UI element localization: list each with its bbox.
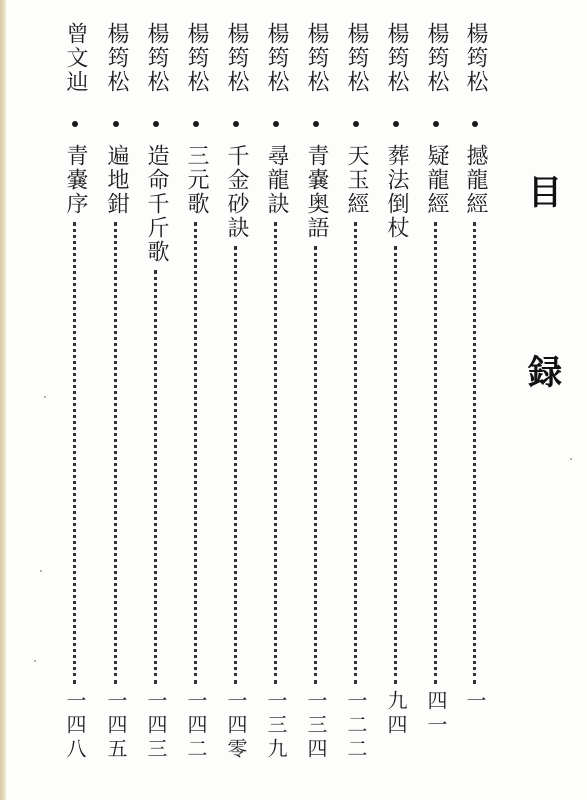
toc-entry-title: 遍地鉗 [104, 144, 129, 216]
bullet-dot-icon [72, 121, 78, 127]
paper-speck [570, 458, 572, 460]
paper-speck [44, 396, 46, 398]
bullet-dot-icon [353, 121, 359, 127]
toc-entry-author: 楊筠松 [384, 22, 409, 94]
bullet-dot-icon [153, 121, 159, 127]
toc-entry-page: 一四零 [224, 690, 248, 762]
toc-entry-page: 四一 [424, 690, 448, 738]
toc-entry-page: 一四五 [104, 690, 128, 762]
bullet-dot-icon [273, 121, 279, 127]
toc-heading-char-bottom: 録 [528, 353, 562, 393]
bullet-dot-icon [433, 121, 439, 127]
toc-heading-char-top: 目 [528, 173, 562, 213]
toc-entry-page: 一三九 [264, 690, 288, 762]
toc-entry[interactable] [301, 22, 331, 782]
dot-leader [234, 246, 237, 684]
toc-entry-author: 楊筠松 [463, 22, 488, 94]
toc-entry[interactable] [341, 22, 371, 782]
toc-entry-title: 青嚢序 [63, 144, 88, 216]
dot-leader [114, 222, 117, 684]
bullet-dot-icon [193, 121, 199, 127]
toc-entry-author: 楊筠松 [304, 22, 329, 94]
bullet-dot-icon [393, 121, 399, 127]
toc-entry-title: 尋龍訣 [264, 144, 289, 216]
toc-entry-page: 一 [463, 690, 487, 714]
bullet-dot-icon [233, 121, 239, 127]
toc-entry-page: 一三四 [304, 690, 328, 762]
dot-leader [434, 222, 437, 684]
paper-speck [40, 570, 42, 572]
dot-leader [394, 246, 397, 684]
page-edge-shadow [0, 0, 6, 800]
toc-entry-author: 楊筠松 [224, 22, 249, 94]
toc-entry-page: 九四 [384, 690, 408, 738]
toc-entry-title: 葬法倒杖 [384, 144, 409, 240]
toc-entry-title: 天玉經 [344, 144, 369, 216]
dot-leader [473, 222, 476, 684]
bullet-dot-icon [113, 121, 119, 127]
bullet-dot-icon [472, 121, 478, 127]
toc-entry-author: 楊筠松 [144, 22, 169, 94]
toc-entry[interactable] [181, 22, 211, 782]
toc-entry-author: 楊筠松 [424, 22, 449, 94]
toc-entry-page: 一四八 [63, 690, 87, 762]
toc-entry-title: 疑龍經 [424, 144, 449, 216]
toc-entry[interactable] [421, 22, 451, 782]
toc-entry-title: 千金砂訣 [224, 144, 249, 240]
bullet-dot-icon [313, 121, 319, 127]
dot-leader [354, 222, 357, 684]
toc-entry[interactable] [381, 22, 411, 782]
toc-entry-title: 青嚢奥語 [304, 144, 329, 240]
toc-entry-page: 一四二 [184, 690, 208, 762]
toc-entry-author: 楊筠松 [264, 22, 289, 94]
dot-leader [274, 222, 277, 684]
toc-entry-author: 曾文辿 [63, 22, 88, 94]
toc-entry-author: 楊筠松 [184, 22, 209, 94]
toc-entry[interactable] [221, 22, 251, 782]
toc-entry-author: 楊筠松 [344, 22, 369, 94]
toc-entry-title: 撼龍經 [463, 144, 488, 216]
toc-entry-title: 三元歌 [184, 144, 209, 216]
toc-entry[interactable] [261, 22, 291, 782]
paper-speck [34, 660, 36, 662]
toc-entry-author: 楊筠松 [104, 22, 129, 94]
toc-entry[interactable] [460, 22, 490, 782]
toc-entry-page: 一二二 [344, 690, 368, 762]
dot-leader [194, 222, 197, 684]
toc-entry[interactable] [60, 22, 90, 782]
toc-entry[interactable] [141, 22, 171, 782]
toc-entry-title: 造命千斤歌 [144, 144, 169, 264]
dot-leader [73, 222, 76, 684]
dot-leader [314, 246, 317, 684]
toc-entry[interactable] [101, 22, 131, 782]
toc-entry-page: 一四三 [144, 690, 168, 762]
dot-leader [154, 270, 157, 684]
